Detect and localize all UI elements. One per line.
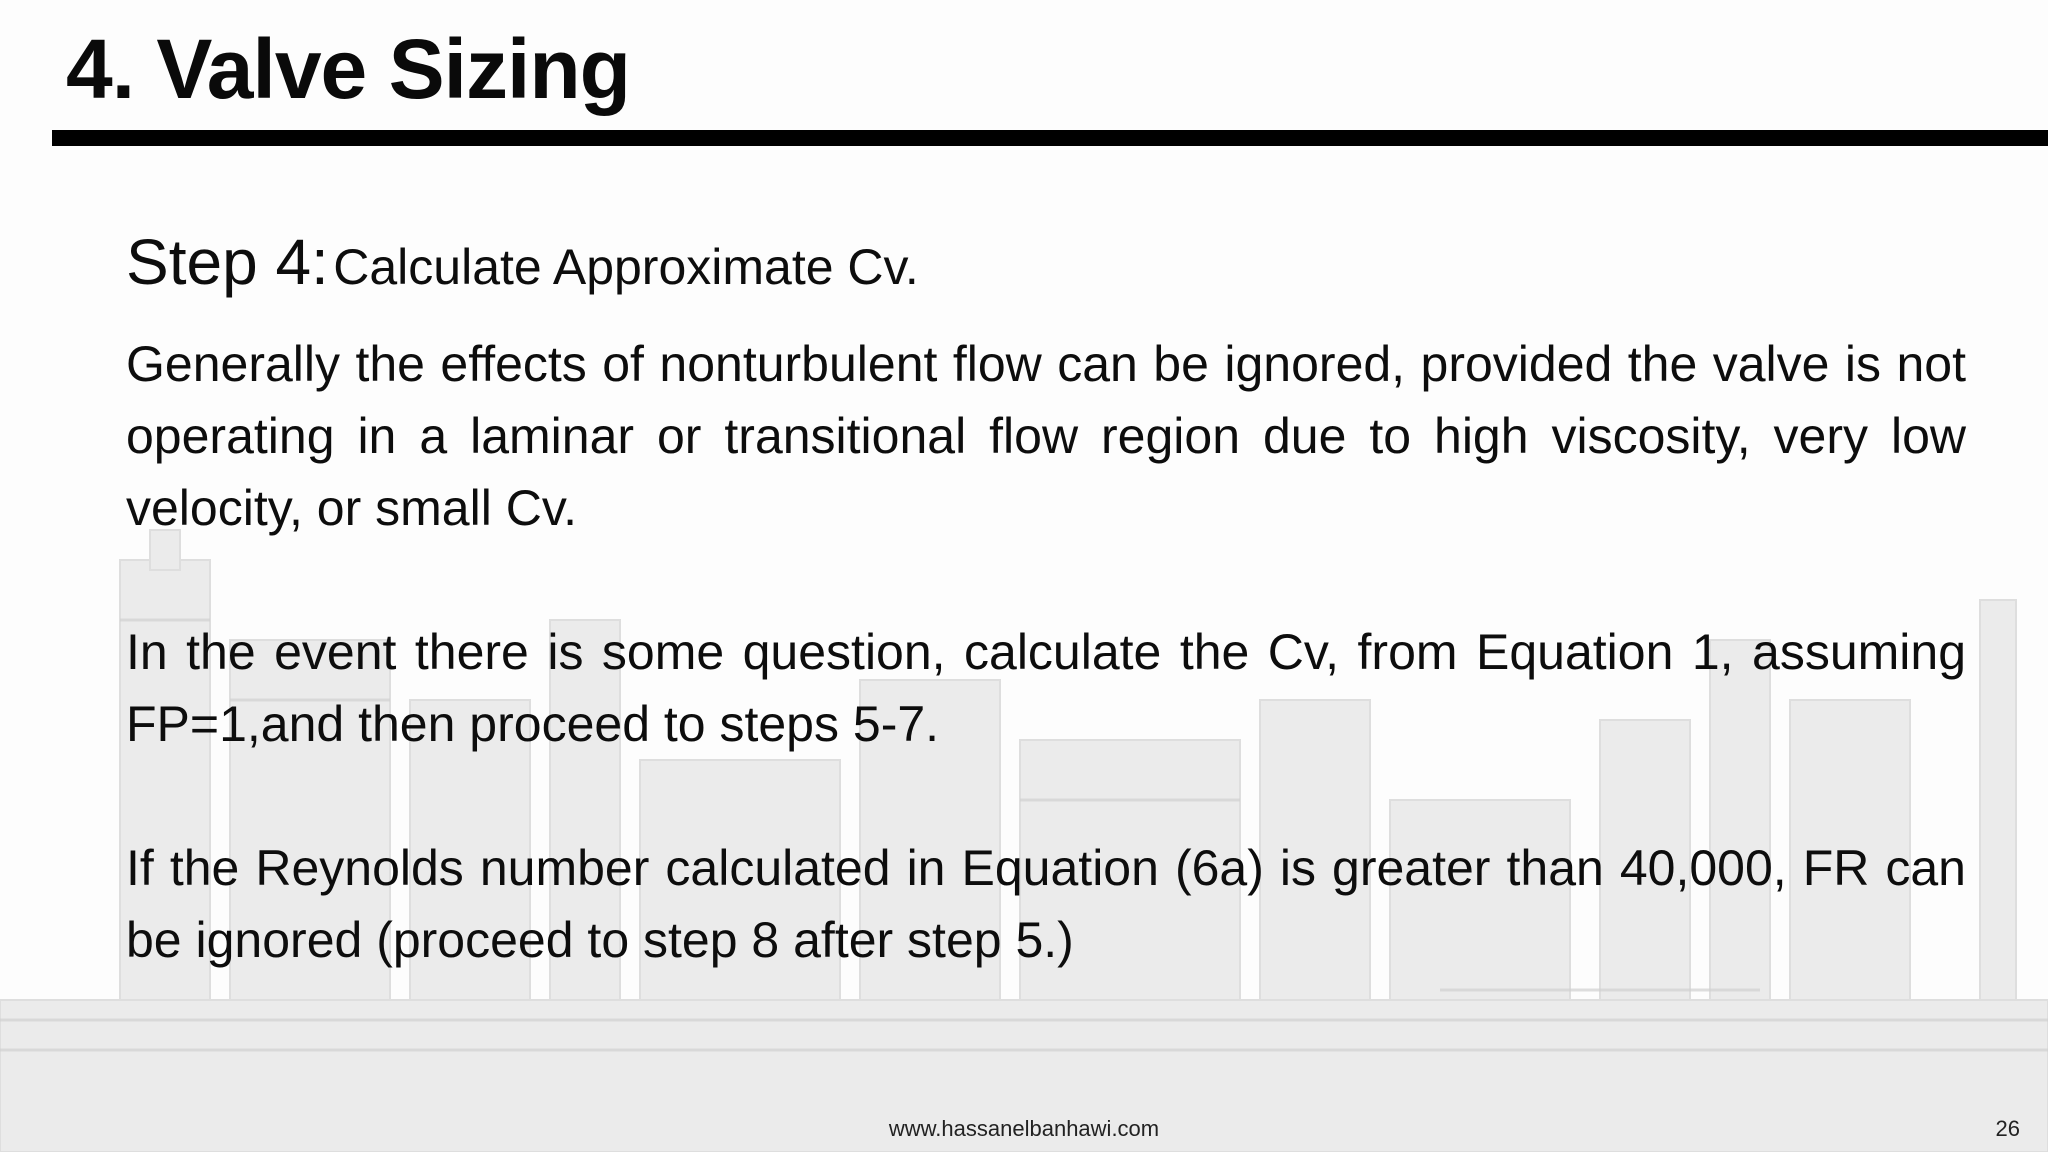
step-label: Step 4:	[126, 226, 329, 298]
footer-website: www.hassanelbanhawi.com	[888, 1116, 1160, 1141]
slide-body	[126, 222, 1966, 976]
paragraph-nonturbulent-flow: Generally the effects of nonturbulent flow can be ignored, provided the valve is not operating in a laminar or transitional flow region due to high viscosity, very low velocity, or small Cv.	[126, 336, 1966, 536]
paragraph-calculate-cv: In the event there is some question, calculate the Cv, from Equation 1, assuming FP=1,and then proceed to steps 5-7.	[126, 624, 1966, 752]
page-number: 26	[1995, 1116, 2020, 1141]
page-title: 4. Valve Sizing	[66, 22, 630, 116]
step-title: Calculate Approximate Cv.	[333, 239, 919, 295]
title-divider	[52, 130, 2048, 146]
paragraph-reynolds-number: If the Reynolds number calculated in Equation (6a) is greater than 40,000, FR can be ignored (proceed to step 8 after step 5.)	[126, 840, 1966, 968]
step-heading	[126, 222, 1966, 320]
